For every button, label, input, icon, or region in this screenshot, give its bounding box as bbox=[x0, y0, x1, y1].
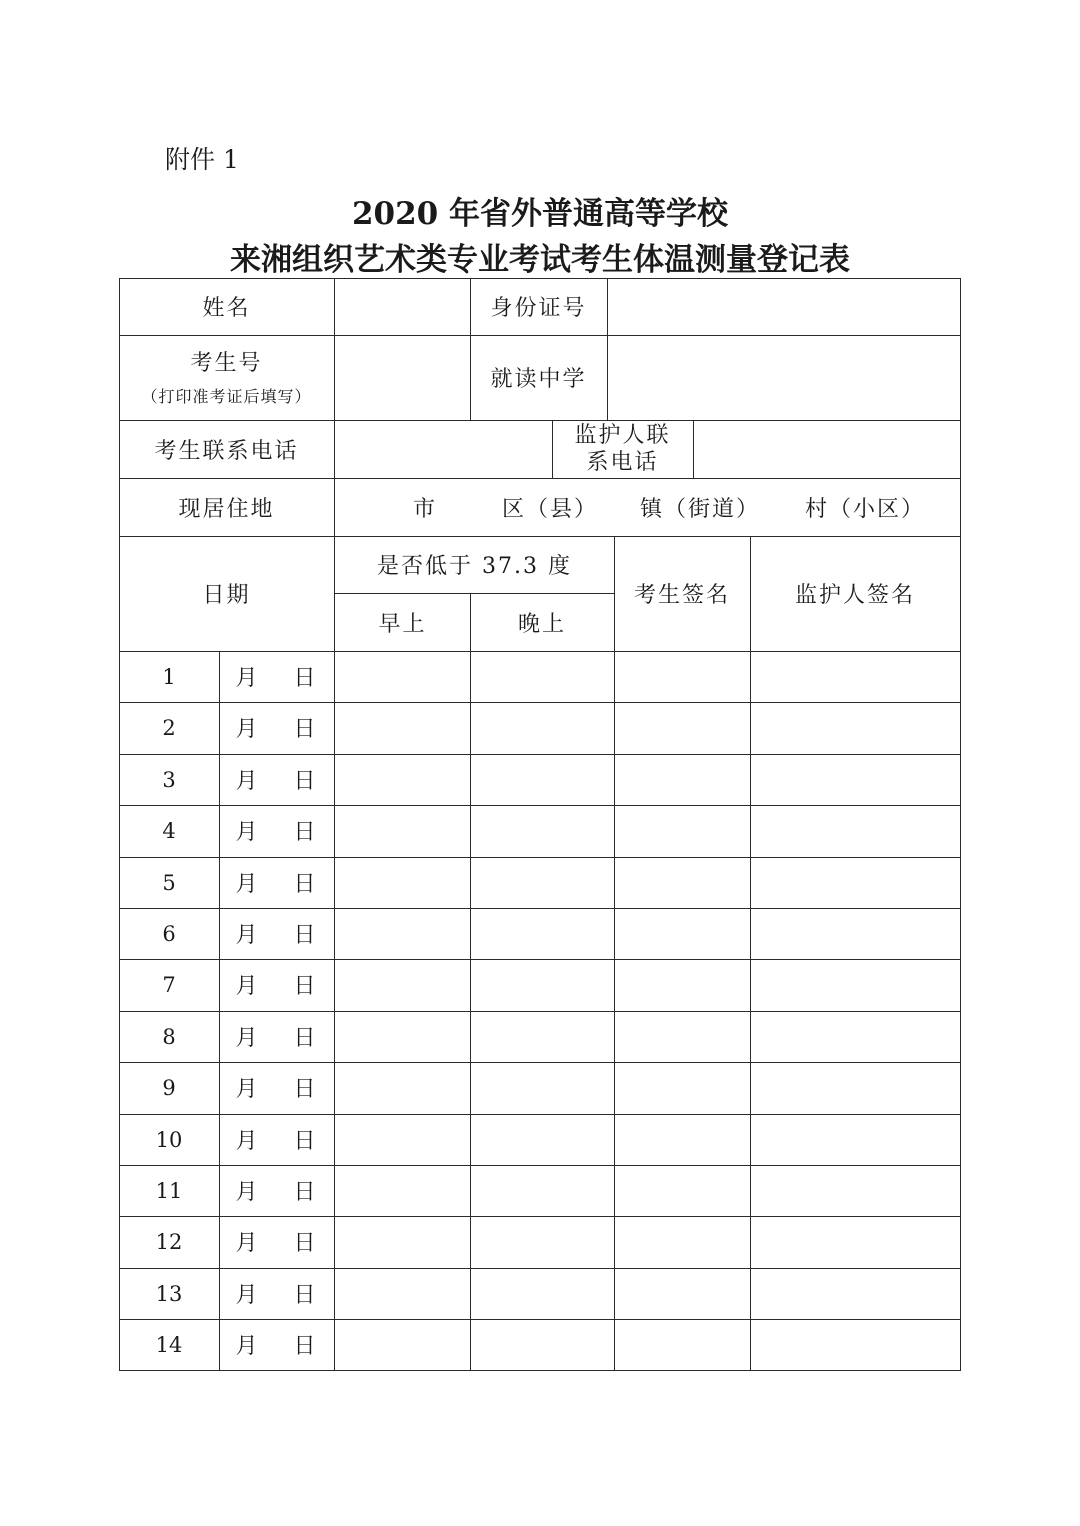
row-guardian-signature-cell[interactable] bbox=[750, 1216, 960, 1267]
row-evening-cell[interactable] bbox=[470, 1062, 614, 1113]
student-signature-header: 考生签名 bbox=[633, 583, 730, 608]
id-number-field[interactable] bbox=[608, 278, 960, 335]
row-number: 9 bbox=[162, 1075, 176, 1100]
row-evening-cell[interactable] bbox=[470, 1114, 614, 1165]
day-label: 日 bbox=[293, 1180, 318, 1205]
exam-number-title: 考生号 bbox=[190, 351, 263, 376]
row-evening-cell[interactable] bbox=[470, 1268, 614, 1319]
row-student-signature-cell[interactable] bbox=[614, 702, 750, 753]
row-morning-cell[interactable] bbox=[335, 857, 470, 908]
form-title-line2: 来湘组织艺术类专业考试考生体温测量登记表 bbox=[230, 242, 850, 278]
date-column-header: 日期 bbox=[202, 583, 251, 608]
row-morning-cell[interactable] bbox=[335, 1114, 470, 1165]
row-student-signature-cell[interactable] bbox=[614, 1165, 750, 1216]
row-number: 3 bbox=[162, 767, 176, 792]
row-student-signature-cell[interactable] bbox=[614, 1268, 750, 1319]
row-morning-cell[interactable] bbox=[335, 805, 470, 856]
row-evening-cell[interactable] bbox=[470, 1319, 614, 1370]
row-number: 11 bbox=[155, 1178, 183, 1203]
day-label: 日 bbox=[293, 872, 318, 897]
row-number: 7 bbox=[162, 972, 176, 997]
row-evening-cell[interactable] bbox=[470, 754, 614, 805]
row-date bbox=[219, 1011, 334, 1062]
row-date bbox=[219, 1268, 334, 1319]
row-student-signature-cell[interactable] bbox=[614, 959, 750, 1010]
phone-field[interactable] bbox=[335, 420, 552, 478]
id-number-label: 身份证号 bbox=[490, 296, 587, 321]
guardian-signature-header: 监护人签名 bbox=[794, 583, 915, 608]
row-date bbox=[219, 959, 334, 1010]
row-number: 10 bbox=[155, 1127, 183, 1152]
row-student-signature-cell[interactable] bbox=[614, 1114, 750, 1165]
row-morning-cell[interactable] bbox=[335, 1216, 470, 1267]
day-label: 日 bbox=[293, 769, 318, 794]
address-field[interactable] bbox=[335, 478, 960, 536]
school-field[interactable] bbox=[608, 335, 960, 420]
row-guardian-signature-cell[interactable] bbox=[750, 857, 960, 908]
row-student-signature-cell[interactable] bbox=[614, 805, 750, 856]
school-label: 就读中学 bbox=[490, 367, 587, 392]
row-number: 8 bbox=[162, 1024, 176, 1049]
row-student-signature-cell[interactable] bbox=[614, 1216, 750, 1267]
row-student-signature-cell[interactable] bbox=[614, 857, 750, 908]
row-guardian-signature-cell[interactable] bbox=[750, 1268, 960, 1319]
row-evening-cell[interactable] bbox=[470, 908, 614, 959]
day-label: 日 bbox=[293, 1026, 318, 1051]
month-label: 月 bbox=[235, 1334, 260, 1359]
day-label: 日 bbox=[293, 1231, 318, 1256]
month-label: 月 bbox=[235, 1026, 260, 1051]
row-date bbox=[219, 857, 334, 908]
row-number: 12 bbox=[155, 1229, 183, 1254]
month-label: 月 bbox=[235, 923, 260, 948]
row-guardian-signature-cell[interactable] bbox=[750, 754, 960, 805]
evening-column-header: 晚上 bbox=[517, 611, 566, 637]
row-number: 5 bbox=[162, 870, 176, 895]
row-date bbox=[219, 1062, 334, 1113]
row-student-signature-cell[interactable] bbox=[614, 651, 750, 702]
exam-number-label bbox=[119, 335, 334, 420]
row-morning-cell[interactable] bbox=[335, 1268, 470, 1319]
address-district-label: 区（县） bbox=[501, 496, 598, 522]
row-date bbox=[219, 805, 334, 856]
row-guardian-signature-cell[interactable] bbox=[750, 805, 960, 856]
row-date bbox=[219, 1165, 334, 1216]
form-title-line1: 2020 年省外普通高等学校 bbox=[351, 196, 729, 232]
row-date bbox=[219, 1216, 334, 1267]
month-label: 月 bbox=[235, 769, 260, 794]
temperature-column-header: 是否低于 37.3 度 bbox=[377, 554, 572, 579]
row-evening-cell[interactable] bbox=[470, 651, 614, 702]
day-label: 日 bbox=[293, 820, 318, 845]
month-label: 月 bbox=[235, 717, 260, 742]
address-village-label: 村（小区） bbox=[804, 496, 925, 522]
row-date bbox=[219, 702, 334, 753]
row-guardian-signature-cell[interactable] bbox=[750, 651, 960, 702]
month-label: 月 bbox=[235, 1231, 260, 1256]
address-town-label: 镇（街道） bbox=[639, 496, 760, 522]
name-field[interactable] bbox=[335, 278, 470, 335]
row-guardian-signature-cell[interactable] bbox=[750, 1319, 960, 1370]
row-guardian-signature-cell[interactable] bbox=[750, 1165, 960, 1216]
row-morning-cell[interactable] bbox=[335, 959, 470, 1010]
row-date bbox=[219, 1319, 334, 1370]
row-morning-cell[interactable] bbox=[335, 908, 470, 959]
row-student-signature-cell[interactable] bbox=[614, 1011, 750, 1062]
row-morning-cell[interactable] bbox=[335, 1165, 470, 1216]
month-label: 月 bbox=[235, 1077, 260, 1102]
address-label: 现居住地 bbox=[178, 496, 275, 522]
row-number: 4 bbox=[162, 818, 176, 843]
row-evening-cell[interactable] bbox=[470, 959, 614, 1010]
day-label: 日 bbox=[293, 923, 318, 948]
day-label: 日 bbox=[293, 974, 318, 999]
row-number: 6 bbox=[162, 921, 176, 946]
guardian-phone-label: 监护人联 系电话 bbox=[574, 423, 671, 475]
row-morning-cell[interactable] bbox=[335, 651, 470, 702]
row-date bbox=[219, 1114, 334, 1165]
phone-label: 考生联系电话 bbox=[154, 438, 299, 464]
row-student-signature-cell[interactable] bbox=[614, 754, 750, 805]
row-number: 13 bbox=[155, 1281, 183, 1306]
row-number: 14 bbox=[155, 1332, 183, 1357]
month-label: 月 bbox=[235, 1129, 260, 1154]
guardian-phone-field[interactable] bbox=[694, 420, 960, 478]
row-guardian-signature-cell[interactable] bbox=[750, 1011, 960, 1062]
row-guardian-signature-cell[interactable] bbox=[750, 908, 960, 959]
day-label: 日 bbox=[293, 666, 318, 691]
month-label: 月 bbox=[235, 872, 260, 897]
row-number: 2 bbox=[162, 715, 176, 740]
row-guardian-signature-cell[interactable] bbox=[750, 1062, 960, 1113]
row-evening-cell[interactable] bbox=[470, 1165, 614, 1216]
month-label: 月 bbox=[235, 1180, 260, 1205]
row-morning-cell[interactable] bbox=[335, 1062, 470, 1113]
row-morning-cell[interactable] bbox=[335, 1011, 470, 1062]
month-label: 月 bbox=[235, 1283, 260, 1308]
day-label: 日 bbox=[293, 1283, 318, 1308]
row-morning-cell[interactable] bbox=[335, 754, 470, 805]
row-guardian-signature-cell[interactable] bbox=[750, 959, 960, 1010]
row-student-signature-cell[interactable] bbox=[614, 1319, 750, 1370]
row-student-signature-cell[interactable] bbox=[614, 1062, 750, 1113]
temperature-registration-form bbox=[119, 278, 961, 1371]
day-label: 日 bbox=[293, 1077, 318, 1102]
row-date bbox=[219, 651, 334, 702]
row-guardian-signature-cell[interactable] bbox=[750, 702, 960, 753]
row-guardian-signature-cell[interactable] bbox=[750, 1114, 960, 1165]
row-evening-cell[interactable] bbox=[470, 805, 614, 856]
row-evening-cell[interactable] bbox=[470, 702, 614, 753]
month-label: 月 bbox=[235, 974, 260, 999]
name-label: 姓名 bbox=[202, 296, 251, 321]
row-evening-cell[interactable] bbox=[470, 1011, 614, 1062]
row-number: 1 bbox=[162, 664, 176, 689]
row-student-signature-cell[interactable] bbox=[614, 908, 750, 959]
row-evening-cell[interactable] bbox=[470, 857, 614, 908]
row-morning-cell[interactable] bbox=[335, 1319, 470, 1370]
row-morning-cell[interactable] bbox=[335, 702, 470, 753]
attachment-label: 附件 1 bbox=[165, 145, 239, 174]
address-city-label: 市 bbox=[412, 496, 437, 522]
day-label: 日 bbox=[293, 1334, 318, 1359]
row-date bbox=[219, 754, 334, 805]
exam-number-note: （打印准考证后填写） bbox=[141, 387, 312, 406]
day-label: 日 bbox=[293, 717, 318, 742]
row-date bbox=[219, 908, 334, 959]
exam-number-field[interactable] bbox=[335, 335, 470, 420]
morning-column-header: 早上 bbox=[378, 611, 427, 637]
day-label: 日 bbox=[293, 1129, 318, 1154]
month-label: 月 bbox=[235, 820, 260, 845]
month-label: 月 bbox=[235, 666, 260, 691]
row-evening-cell[interactable] bbox=[470, 1216, 614, 1267]
